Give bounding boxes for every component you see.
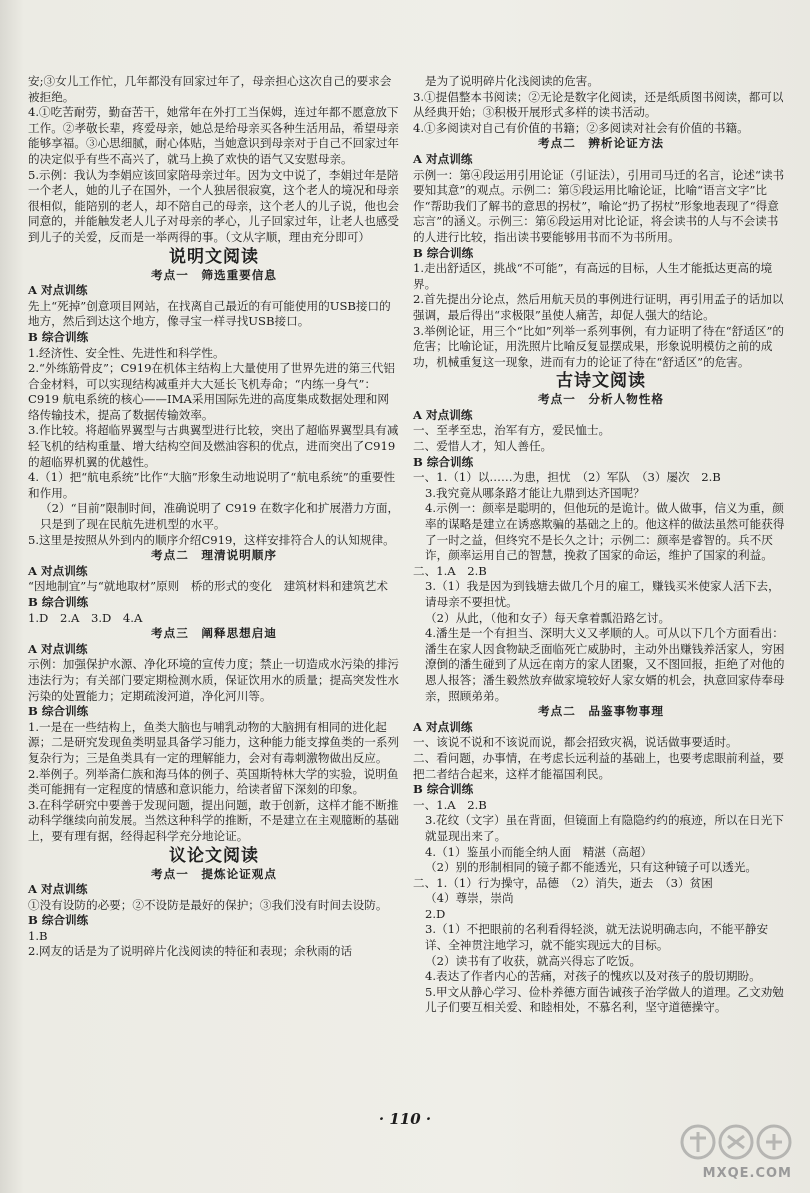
- section-title: 说明文阅读: [169, 246, 259, 267]
- paragraph: 3.在科学研究中要善于发现问题，提出问题，敢于创新，这样才能不断推动科学继续向前发展。当然这种科学的推断，不是建立在主观臆断的基础上，要有理有据，经得起科学充分地论证。: [28, 797, 400, 843]
- paragraph: 3.作比较。将超临界翼型与古典翼型进行比较，突出了超临界翼型具有减轻飞机的结构重量、增大结构空间及燃油容积的优点，进而突出了C919的超临界机翼的优越性。: [28, 423, 399, 469]
- training-label: B 综合训练: [413, 454, 474, 469]
- training-label: B 综合训练: [28, 913, 89, 928]
- paragraph: 4.①吃苦耐劳，勤奋苦干，她常年在外打工当保姆，连过年都不愿意放下工作。②孝敬长辈，疼爱母亲，她总是给母亲买各种生活用品，希望母亲能够享福。③心思细腻，耐心体贴，当她意识到母亲对于自己不回家过年的决定似乎有些不高兴了，就马上换了欢快的语气又安慰母亲。: [28, 105, 400, 166]
- left-column: [28, 74, 400, 960]
- paragraph: 示例：加强保护水源、净化环境的宣传力度；禁止一切造成水污染的排污违法行为；有关部门要定期检测水质，保证饮用水的质量；提高突发性水污染的处置能力；定期疏浚河道，净化河川等。: [28, 657, 400, 703]
- watermark-text: MXQE.COM: [702, 1166, 792, 1181]
- subsection-title: 考点三 阐释思想启迪: [151, 626, 277, 641]
- paragraph-indented: （2）从此，（他和女子）每天拿着瓢沿路乞讨。: [425, 610, 671, 625]
- training-label: A 对点训练: [413, 407, 473, 422]
- paragraph: 1.经济性、安全性、先进性和科学性。: [28, 345, 225, 360]
- paragraph: 2.举例子。列举斋仁族和海马体的例子、英国斯特林大学的实验，说明鱼类可能拥有一定程度的情感和意识能力，给读者留下深刻的印象。: [28, 766, 399, 797]
- training-label: A 对点训练: [28, 641, 88, 656]
- paragraph: 3.举例论证，用三个“比如”列举一系列事例，有力证明了待在“舒适区”的危害；比喻论证，用洗照片比喻反复显摆成果，形象说明模仿之前的成功，机械重复这一现象，进而有力的论证了待在“舒适区”的危害。: [413, 323, 784, 369]
- paragraph-indented: （2）“目前”限制时间，准确说明了 C919 在数字化和扩展潜力方面，只是到了现在民航先进机型的水平。: [40, 501, 400, 532]
- paragraph: ①没有设防的必要；②不设防是最好的保护；③我们没有时间去设防。: [28, 897, 388, 912]
- subsection-title: 考点一 提炼论证观点: [151, 866, 277, 881]
- paragraph: 1.D 2.A 3.D 4.A: [28, 610, 143, 625]
- paragraph-indented: 3.花纹（文字）虽在背面，但镜面上有隐隐约约的痕迹，所以在日光下就显现出来了。: [425, 813, 784, 843]
- paragraph: 一、1.（1）以……为患，担忧 （2）军队 （3）屡次 2.B: [413, 470, 721, 485]
- paragraph: 二、爱惜人才，知人善任。: [413, 439, 553, 454]
- paragraph-indented: 3.（1）我是因为到钱塘去做几个月的雇工，赚钱买米使家人活下去，请母亲不要担忧。: [425, 579, 780, 609]
- training-label: B 综合训练: [28, 595, 89, 609]
- subsection-title: 考点一 筛选重要信息: [151, 267, 277, 282]
- training-label: B 综合训练: [413, 245, 474, 260]
- paragraph-indented: 4.示例一：颜率是聪明的，但他玩的是诡计。做人做事，信义为重，颜率的谋略是建立在诱惑欺骗的基础之上的。他这样的做法虽然可能获得了一时之益，但终究不是长久之计；示例二：颜率是睿智的。兵不厌诈，颜率运用自己的智慧，挽救了国家的命运，维护了国家的利益。: [425, 501, 785, 563]
- paragraph-indented: 2.D: [425, 906, 446, 921]
- paragraph: 1.走出舒适区，挑战“不可能”，有高远的目标，人生才能抵达更高的境界。: [413, 261, 773, 291]
- training-label: A 对点训练: [413, 719, 473, 734]
- subsection-title: 考点二 辨析论证方法: [538, 136, 664, 151]
- training-label: B 综合训练: [28, 329, 89, 344]
- paragraph: 2.“外练筋骨皮”；C919在机体主结构上大量使用了世界先进的第三代铝合金材料，可以实现结构减重并大大延长飞机寿命；“内练一身气”：C919 航电系统的核心——IMA采用国际先进的高度集成数据处理和网络传输技术，提高了数据传输效率。: [28, 361, 395, 422]
- paragraph: 一、至孝至忠，治军有方，爱民恤士。: [413, 423, 611, 438]
- paragraph: 1.B: [28, 928, 48, 943]
- paragraph: 二、1.（1）行为操守，品德 （2）消失，逝去 （3）贫困: [413, 875, 713, 890]
- paragraph-indented: 4.（1）鉴虽小而能全纳人面 精湛（高超）: [425, 844, 653, 859]
- paragraph-indented: （4）尊崇，崇尚: [425, 891, 514, 906]
- training-label: B 综合训练: [413, 782, 474, 797]
- paragraph-indented: 3.我究竟从哪条路才能让九鼎到达齐国呢？: [425, 485, 645, 500]
- paragraph-indented: 5.甲文从静心学习、俭朴养德方面告诫孩子治学做人的道理。乙文劝勉儿子们要互相关爱、和睦相处，不慕名利，坚守道德操守。: [425, 984, 784, 1015]
- paragraph-indented: 3.（1）不把眼前的名利看得轻淡，就无法说明确志向，不能平静安详、全神贯注地学习，就不能实现远大的目标。: [425, 922, 769, 953]
- training-label: A 对点训练: [413, 151, 473, 166]
- training-label: A 对点训练: [28, 563, 88, 578]
- page-number: · 110 ·: [378, 1110, 432, 1128]
- training-label: A 对点训练: [28, 882, 88, 897]
- section-title: 古诗文阅读: [556, 371, 646, 392]
- paragraph: “因地制宜”与“就地取材”原则 桥的形式的变化 建筑材料和建筑艺术: [28, 579, 388, 594]
- paragraph-indented: 4.表达了作者内心的苦痛，对孩子的愧疚以及对孩子的殷切期盼。: [425, 969, 761, 984]
- training-label: B 综合训练: [28, 704, 89, 719]
- paragraph: 先上“死掉”创意项目网站，在找离自己最近的有可能使用的USB接口的地方，然后到达这个地方，像寻宝一样寻找USB接口。: [28, 298, 391, 329]
- section-title: 议论文阅读: [169, 845, 259, 866]
- paragraph: 4.（1）把“航电系统”比作“大脑”形象生动地说明了“航电系统”的重要性和作用。: [28, 470, 396, 500]
- paragraph: 一、该说不说和不该说而说，都会招致灾祸，说话做事要适时。: [413, 735, 738, 750]
- paragraph: 一、1.A 2.B: [413, 797, 487, 812]
- paragraph: 2.网友的话是为了说明碎片化浅阅读的特征和表现；余秋雨的话: [28, 944, 353, 959]
- paragraph: 5.示例：我认为李娟应该回家陪母亲过年。因为文中说了，李娟过年是陪一个老人，她的儿子在国外，一个人独居很寂寞，这个老人的境况和母亲很相似，能陪别的老人，却不陪自己的母亲，这个老人的儿子说，他也会同意的，并能触发老人儿子对母亲的孝心，儿子回家过年，让老人也感受到儿子的关爱，反而是一举两得的事。（文从字顺，理由充分即可）: [28, 167, 400, 244]
- paragraph: 1.一是在一些结构上，鱼类大脑也与哺乳动物的大脑拥有相同的进化起源；二是研究发现鱼类明显具备学习能力，这种能力能支撑鱼类的一系列复杂行为；三是鱼类具有一定的理解能力，会对有毒刺激物做出反应。: [28, 719, 400, 765]
- paragraph: 二、看问题，办事情，在考虑长远利益的基础上，也要考虑眼前利益，要把二者结合起来，这样才能福国利民。: [413, 750, 785, 781]
- paragraph: 4.①多阅读对自己有价值的书籍；②多阅读对社会有价值的书籍。: [413, 120, 749, 135]
- paragraph-indented: 4.潘生是一个有担当、深明大义又孝顺的人。可从以下几个方面看出：潘生在家人因食物缺乏面临死亡威胁时，主动外出赚钱养活家人，穷困潦倒的潘生碰到了从远在南方的家人团聚，又不图回报，拒绝了对他的恩人报答；潘生毅然放弃做家境较好人家女婿的机会，执意回家侍奉母亲，照顾弟弟。: [425, 626, 785, 703]
- subsection-title: 考点一 分析人物性格: [538, 392, 664, 407]
- paragraph: 3.①提倡整本书阅读；②无论是数字化阅读，还是纸质图书阅读，都可以从经典开始；③积极开展形式多样的读书活动。: [413, 89, 784, 120]
- paragraph-indented: （2）别的形制相同的镜子都不能透光，只有这种镜子可以透光。: [425, 860, 758, 875]
- subsection-title: 考点二 品鉴事物事理: [538, 704, 664, 719]
- subsection-title: 考点二 理清说明顺序: [151, 548, 277, 563]
- paragraph: 安;③女儿工作忙，几年都没有回家过年了，母亲担心这次自己的要求会被拒绝。: [28, 74, 392, 104]
- paragraph-indented: （2）读书有了收获，就高兴得忘了吃饭。: [425, 953, 642, 968]
- paragraph: 示例一：第④段运用引用论证（引证法），引用司马迁的名言，论述“读书要知其意”的观点。示例二：第⑤段运用比喻论证，比喻“语言文字”比作“帮助我们了解书的意思的拐杖”，喻论“扔了拐杖”形象地表现了“得意忘言”的涵义。示例三：第⑥段运用对比论证，将会读书的人与不会读书的人进行比较，指出读书要能够用书而不为书所用。: [413, 167, 785, 244]
- right-column: [413, 74, 789, 1016]
- paragraph: 5.这里是按照从外到内的顺序介绍C919，这样安排符合人的认知规律。: [28, 532, 395, 547]
- training-label: A 对点训练: [28, 283, 88, 298]
- paragraph-indented: 是为了说明碎片化浅阅读的危害。: [425, 74, 599, 88]
- paragraph: 二、1.A 2.B: [413, 563, 487, 578]
- paragraph: 2.首先提出分论点，然后用航天员的事例进行证明，再引用孟子的话加以强调，最后得出“求极限”虽使人痛苦，却促人强大的结论。: [413, 292, 784, 322]
